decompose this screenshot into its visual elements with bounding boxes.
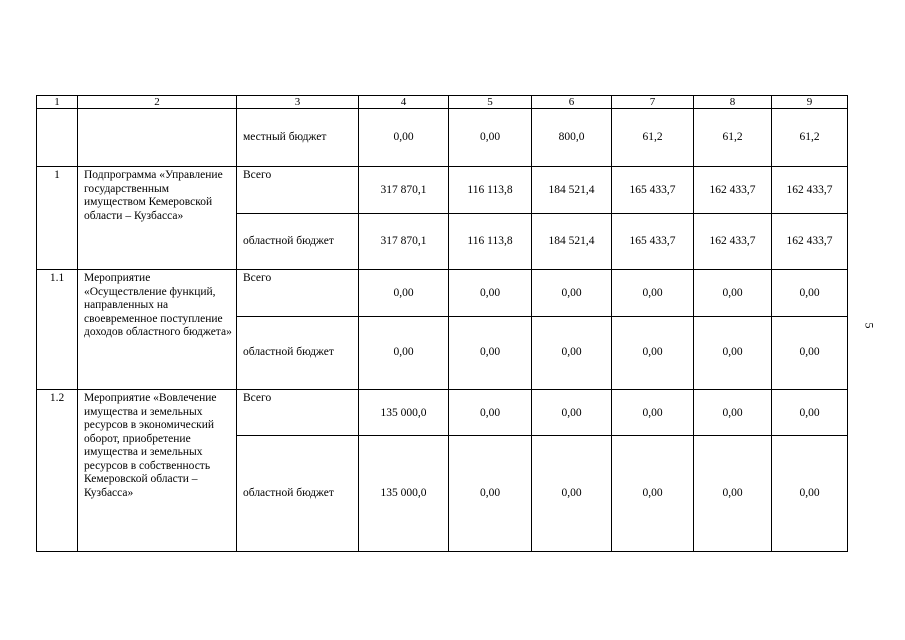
value-cell: 184 521,4 xyxy=(532,214,612,270)
header-cell: 2 xyxy=(78,96,237,109)
value-cell: 0,00 xyxy=(612,390,694,436)
funding-source-cell: местный бюджет xyxy=(237,109,359,167)
value-cell: 0,00 xyxy=(449,317,532,390)
header-cell: 8 xyxy=(694,96,772,109)
value-cell: 0,00 xyxy=(694,317,772,390)
value-cell: 61,2 xyxy=(694,109,772,167)
header-cell: 4 xyxy=(359,96,449,109)
value-cell: 0,00 xyxy=(772,390,848,436)
table-row xyxy=(37,390,848,436)
funding-source-cell: областной бюджет xyxy=(237,214,359,270)
value-cell: 162 433,7 xyxy=(694,214,772,270)
value-cell: 0,00 xyxy=(359,270,449,317)
header-cell: 5 xyxy=(449,96,532,109)
funding-source-cell: областной бюджет xyxy=(237,317,359,390)
value-cell: 317 870,1 xyxy=(359,214,449,270)
budget-table xyxy=(36,95,848,552)
item-name-cell: Мероприятие «Осуществление функций, направленных на своевременное поступление доходов областного бюджета» xyxy=(78,270,237,390)
item-name-cell: Мероприятие «Вовлечение имущества и земельных ресурсов в экономический оборот, приобретение имущества и земельных ресурсов в собственность Кемеровской области – Кузбасса» xyxy=(78,390,237,552)
value-cell: 0,00 xyxy=(694,270,772,317)
value-cell: 0,00 xyxy=(359,109,449,167)
row-number-cell: 1.2 xyxy=(37,390,78,552)
row-number-cell xyxy=(37,109,78,167)
value-cell: 116 113,8 xyxy=(449,214,532,270)
value-cell: 0,00 xyxy=(772,270,848,317)
funding-source-cell: Всего xyxy=(237,167,359,214)
value-cell: 162 433,7 xyxy=(772,214,848,270)
row-number-cell: 1.1 xyxy=(37,270,78,390)
table-row xyxy=(37,167,848,214)
value-cell: 0,00 xyxy=(772,436,848,552)
value-cell: 0,00 xyxy=(359,317,449,390)
value-cell: 61,2 xyxy=(612,109,694,167)
value-cell: 0,00 xyxy=(532,317,612,390)
value-cell: 0,00 xyxy=(449,390,532,436)
header-cell: 9 xyxy=(772,96,848,109)
value-cell: 135 000,0 xyxy=(359,436,449,552)
value-cell: 0,00 xyxy=(532,270,612,317)
value-cell: 162 433,7 xyxy=(694,167,772,214)
value-cell: 0,00 xyxy=(772,317,848,390)
page-number: 5 xyxy=(862,322,877,329)
value-cell: 0,00 xyxy=(694,436,772,552)
value-cell: 61,2 xyxy=(772,109,848,167)
value-cell: 0,00 xyxy=(612,270,694,317)
funding-source-cell: областной бюджет xyxy=(237,436,359,552)
header-cell: 7 xyxy=(612,96,694,109)
value-cell: 317 870,1 xyxy=(359,167,449,214)
value-cell: 0,00 xyxy=(532,436,612,552)
header-cell: 6 xyxy=(532,96,612,109)
value-cell: 0,00 xyxy=(449,109,532,167)
value-cell: 0,00 xyxy=(694,390,772,436)
item-name-cell xyxy=(78,109,237,167)
value-cell: 0,00 xyxy=(612,436,694,552)
header-cell: 1 xyxy=(37,96,78,109)
value-cell: 800,0 xyxy=(532,109,612,167)
value-cell: 0,00 xyxy=(612,317,694,390)
value-cell: 184 521,4 xyxy=(532,167,612,214)
header-cell: 3 xyxy=(237,96,359,109)
value-cell: 135 000,0 xyxy=(359,390,449,436)
value-cell: 0,00 xyxy=(449,436,532,552)
table-row xyxy=(37,270,848,317)
table-row xyxy=(37,109,848,167)
value-cell: 165 433,7 xyxy=(612,167,694,214)
row-number-cell: 1 xyxy=(37,167,78,270)
funding-source-cell: Всего xyxy=(237,390,359,436)
item-name-cell: Подпрограмма «Управление государственным имуществом Кемеровской области – Кузбасса» xyxy=(78,167,237,270)
value-cell: 0,00 xyxy=(449,270,532,317)
value-cell: 116 113,8 xyxy=(449,167,532,214)
funding-source-cell: Всего xyxy=(237,270,359,317)
value-cell: 0,00 xyxy=(532,390,612,436)
table-header-row xyxy=(37,96,848,109)
value-cell: 162 433,7 xyxy=(772,167,848,214)
value-cell: 165 433,7 xyxy=(612,214,694,270)
